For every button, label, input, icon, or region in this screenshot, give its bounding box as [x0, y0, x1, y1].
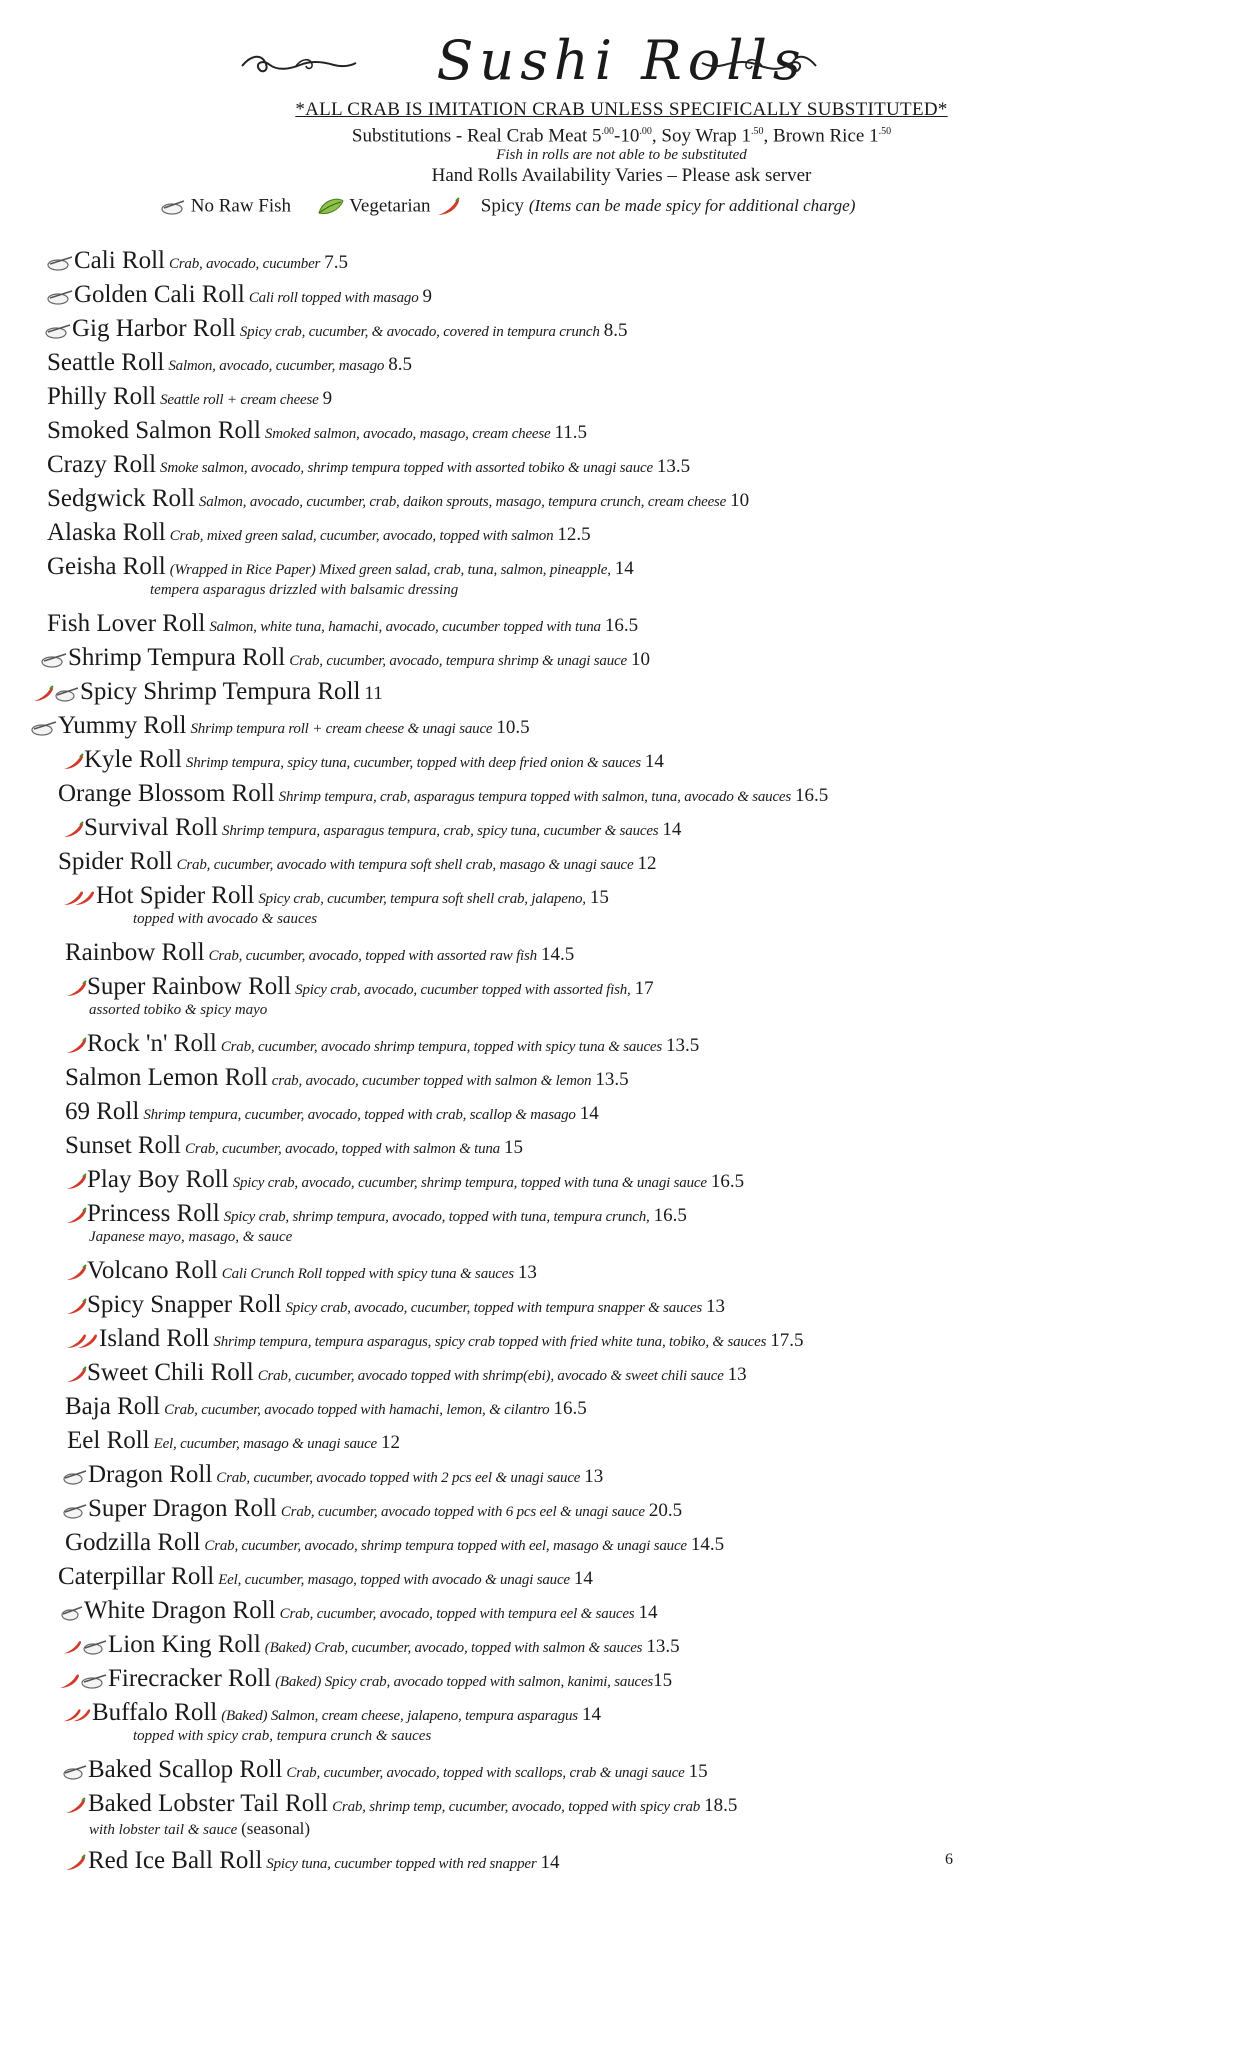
- item-price: 15: [503, 1137, 523, 1158]
- item-description: Shrimp tempura, tempura asparagus, spicy crab topped with fried white tuna, tobiko, & sauces: [213, 1334, 767, 1350]
- menu-item: [0, 1095, 1243, 1129]
- menu-item: [0, 1424, 1243, 1458]
- no-raw-fish-icon: [62, 1501, 88, 1523]
- item-name: Salmon Lemon Roll: [65, 1064, 268, 1091]
- item-name: Lion King Roll: [108, 1631, 261, 1658]
- item-name: Seattle Roll: [47, 349, 165, 376]
- chili-pepper-icon: [435, 196, 461, 218]
- menu-item: [0, 244, 1243, 278]
- item-name: Firecracker Roll: [108, 1665, 272, 1692]
- menu-item: [0, 1197, 1243, 1254]
- item-description: Crab, cucumber, avocado, topped with scallops, crab & unagi sauce: [286, 1765, 685, 1781]
- menu-item: [0, 970, 1243, 1027]
- item-name: Spicy Snapper Roll: [87, 1291, 282, 1318]
- menu-item: [0, 1787, 1243, 1844]
- item-description: Spicy crab, shrimp tempura, avocado, topped with tuna, tempura crunch,: [223, 1209, 650, 1225]
- item-name: Shrimp Tempura Roll: [68, 644, 286, 671]
- item-price: 10: [730, 490, 750, 511]
- menu-header: [0, 28, 1243, 187]
- menu-item: [0, 550, 1243, 607]
- menu-item: [0, 380, 1243, 414]
- no-raw-fish-icon: [44, 321, 72, 343]
- item-name: Red Ice Ball Roll: [88, 1847, 263, 1874]
- chili-pepper-icon: [65, 1297, 87, 1319]
- menu-item: [0, 1027, 1243, 1061]
- menu-item: [0, 1390, 1243, 1424]
- item-description: Crab, shrimp temp, cucumber, avocado, topped with spicy crab: [332, 1799, 701, 1815]
- menu-item: [0, 448, 1243, 482]
- menu-item: [0, 482, 1243, 516]
- item-price: 14: [638, 1602, 658, 1623]
- menu-item: [0, 1322, 1243, 1356]
- item-description: Crab, cucumber, avocado topped with 2 pcs eel & unagi sauce: [216, 1470, 581, 1486]
- item-name: Fish Lover Roll: [47, 610, 206, 637]
- item-description: Eel, cucumber, masago & unagi sauce: [153, 1436, 378, 1452]
- chili-pepper-icon: [32, 684, 54, 706]
- menu-item: [0, 1458, 1243, 1492]
- item-description: Eel, cucumber, masago, topped with avocado & unagi sauce: [218, 1572, 570, 1588]
- item-name: Buffalo Roll: [92, 1699, 218, 1726]
- item-price: 13: [584, 1466, 604, 1487]
- no-raw-fish-icon: [160, 196, 186, 218]
- item-price: 15: [653, 1670, 673, 1691]
- menu-item: [0, 709, 1243, 743]
- item-description: Crab, cucumber, avocado topped with 6 pcs eel & unagi sauce: [280, 1504, 645, 1520]
- legend-spicy-label: Spicy: [480, 195, 525, 217]
- item-price: 8.5: [388, 354, 412, 375]
- item-name: Philly Roll: [47, 383, 157, 410]
- chili-pepper-icon: [65, 1263, 87, 1285]
- menu-items-list: [0, 244, 1243, 1878]
- chili-pepper-icon: [62, 752, 84, 774]
- item-description: Spicy tuna, cucumber topped with red snapper: [266, 1856, 537, 1872]
- menu-item: [0, 1129, 1243, 1163]
- item-price: 9: [322, 388, 333, 409]
- item-price: 13.5: [666, 1035, 700, 1056]
- menu-item: [0, 1844, 1243, 1878]
- item-description: Spicy crab, cucumber, tempura soft shell crab, jalapeno,: [258, 891, 586, 907]
- no-raw-fish-icon: [62, 1762, 88, 1784]
- item-price: 9: [422, 286, 433, 307]
- substitutions-line: Substitutions - Real Crab Meat $5^{.00}-10^{.00}$, Soy Wrap $1^{.50}$, Brown Rice $1^{.50}$: [351, 125, 892, 147]
- item-description: (Wrapped in Rice Paper) Mixed green salad, crab, tuna, salmon, pineapple,: [169, 562, 611, 578]
- item-description: Shrimp tempura, spicy tuna, cucumber, topped with deep fried onion & sauces: [185, 755, 641, 771]
- no-raw-fish-icon: [46, 253, 74, 275]
- item-description: Cali roll topped with masago: [248, 290, 419, 306]
- no-raw-fish-icon: [82, 1637, 108, 1659]
- crab-note: *ALL CRAB IS IMITATION CRAB UNLESS SPECIFICALLY SUBSTITUTED*: [295, 99, 948, 120]
- item-price: 11: [364, 683, 383, 704]
- title-row: [0, 28, 1243, 98]
- item-description: crab, avocado, cucumber topped with salmon & lemon: [271, 1073, 592, 1089]
- item-name: Super Rainbow Roll: [87, 973, 292, 1000]
- menu-item: [0, 1696, 1243, 1753]
- item-description-continued: topped with avocado & sauces: [133, 911, 318, 927]
- item-description: Crab, cucumber, avocado, topped with salmon & tuna: [185, 1141, 500, 1157]
- item-price: 13.5: [595, 1069, 629, 1090]
- item-name: Baja Roll: [65, 1393, 161, 1420]
- item-description: Crab, mixed green salad, cucumber, avocado, topped with salmon: [169, 528, 554, 544]
- item-description: Seattle roll + cream cheese: [160, 392, 319, 408]
- item-price: 20.5: [648, 1500, 683, 1521]
- item-description: Crab, cucumber, avocado, shrimp tempura topped with eel, masago & unagi sauce: [204, 1538, 687, 1554]
- item-name: Gig Harbor Roll: [72, 315, 236, 342]
- legend-no-raw-label: No Raw Fish: [190, 195, 292, 217]
- menu-item: [0, 312, 1243, 346]
- item-name: Smoked Salmon Roll: [47, 417, 261, 444]
- item-price: 14: [579, 1103, 599, 1124]
- item-name: Dragon Roll: [88, 1461, 213, 1488]
- page-title: Sushi Rolls: [436, 29, 807, 92]
- right-swirl-ornament-icon: [700, 50, 820, 78]
- legend-vegetarian-label: Vegetarian: [349, 195, 431, 217]
- menu-item: [0, 607, 1243, 641]
- menu-item: [0, 675, 1243, 709]
- item-description: Salmon, avocado, cucumber, masago: [168, 358, 385, 374]
- item-description: Crab, cucumber, avocado, topped with tempura eel & sauces: [279, 1606, 635, 1622]
- item-description-continued: with lobster tail & sauce (seasonal): [89, 1819, 311, 1838]
- item-description: Spicy crab, avocado, cucumber topped with assorted fish,: [295, 982, 631, 998]
- item-price: 12: [637, 853, 657, 874]
- no-raw-fish-icon: [46, 287, 74, 309]
- item-name: Alaska Roll: [47, 519, 166, 546]
- item-price: 14: [581, 1704, 601, 1725]
- item-description: Crab, cucumber, avocado shrimp tempura, topped with spicy tuna & sauces: [220, 1039, 663, 1055]
- chili-pepper-icon: [65, 1365, 87, 1387]
- item-description: Salmon, avocado, cucumber, crab, daikon sprouts, masago, tempura crunch, cream cheese: [198, 494, 727, 510]
- menu-item: [0, 1662, 1243, 1696]
- menu-item: [0, 1560, 1243, 1594]
- chili-pepper-icon: [65, 1172, 87, 1194]
- item-name: Volcano Roll: [87, 1257, 218, 1284]
- item-description: Crab, cucumber, avocado with tempura soft shell crab, masago & unagi sauce: [176, 857, 634, 873]
- item-name: Rainbow Roll: [65, 939, 205, 966]
- item-description: Spicy crab, avocado, cucumber, topped with tempura snapper & sauces: [285, 1300, 702, 1316]
- menu-item: [0, 1594, 1243, 1628]
- item-price: 13: [727, 1364, 747, 1385]
- item-price: 13: [517, 1262, 537, 1283]
- chili-pepper-icon: [62, 1796, 88, 1818]
- menu-item: [0, 1356, 1243, 1390]
- item-name: Play Boy Roll: [87, 1166, 229, 1193]
- chili-pepper-icon: [65, 979, 87, 1001]
- item-price: 17: [634, 978, 654, 999]
- item-price: 10.5: [496, 717, 530, 738]
- item-price: 12: [381, 1432, 401, 1453]
- item-description-continued: tempera asparagus drizzled with balsamic dressing: [150, 582, 459, 598]
- fish-substitution-note: Fish in rolls are not able to be substituted: [496, 147, 747, 164]
- no-raw-fish-icon: [80, 1671, 108, 1693]
- menu-item: [0, 777, 1243, 811]
- item-description-continued: topped with spicy crab, tempura crunch & sauces: [133, 1728, 432, 1744]
- item-price: 15: [589, 887, 609, 908]
- chili-pepper-icon: [62, 1705, 92, 1727]
- menu-item: [0, 936, 1243, 970]
- item-description: Crab, avocado, cucumber: [168, 256, 321, 272]
- no-raw-fish-icon: [60, 1603, 84, 1625]
- item-name: Yummy Roll: [58, 712, 187, 739]
- item-name: Sunset Roll: [65, 1132, 181, 1159]
- item-description: Shrimp tempura, cucumber, avocado, topped with crab, scallop & masago: [143, 1107, 576, 1123]
- item-price: 16.5: [604, 615, 639, 636]
- vegetarian-leaf-icon: [317, 196, 345, 218]
- item-price: 14.5: [540, 944, 575, 965]
- menu-item: [0, 811, 1243, 845]
- legend: [160, 195, 855, 218]
- item-description: Shrimp tempura, crab, asparagus tempura topped with salmon, tuna, avocado & sauces: [278, 789, 792, 805]
- item-name: Island Roll: [99, 1325, 210, 1352]
- left-swirl-ornament-icon: [238, 50, 358, 78]
- item-description: (Baked) Crab, cucumber, avocado, topped with salmon & sauces: [264, 1640, 643, 1656]
- item-description: Shrimp tempura roll + cream cheese & unagi sauce: [190, 721, 493, 737]
- menu-item: [0, 1288, 1243, 1322]
- menu-item: [0, 1492, 1243, 1526]
- item-description: (Baked) Spicy crab, avocado topped with salmon, kanimi, sauces: [275, 1674, 654, 1690]
- menu-item: [0, 1163, 1243, 1197]
- chili-pepper-icon: [65, 1036, 87, 1058]
- item-price: 18.5: [704, 1795, 738, 1816]
- item-price: 13: [705, 1296, 725, 1317]
- item-price: 16.5: [795, 785, 829, 806]
- item-price: 14: [540, 1852, 560, 1873]
- menu-item: [0, 414, 1243, 448]
- item-description: Smoked salmon, avocado, masago, cream cheese: [264, 426, 551, 442]
- menu-item: [0, 278, 1243, 312]
- menu-item: [0, 516, 1243, 550]
- page-number: 6: [945, 1851, 953, 1868]
- menu-item: [0, 1061, 1243, 1095]
- item-name: Cali Roll: [74, 247, 165, 274]
- menu-item: [0, 1526, 1243, 1560]
- menu-item: [0, 1753, 1243, 1787]
- item-price: 16.5: [653, 1205, 687, 1226]
- item-price: 14: [573, 1568, 593, 1589]
- item-description: (Baked) Salmon, cream cheese, jalapeno, tempura asparagus: [221, 1708, 578, 1724]
- item-name: Geisha Roll: [47, 553, 166, 580]
- no-raw-fish-icon: [54, 684, 80, 706]
- item-name: Eel Roll: [67, 1427, 150, 1454]
- item-name: Spicy Shrimp Tempura Roll: [80, 678, 361, 705]
- chili-pepper-icon: [62, 1853, 88, 1875]
- item-name: White Dragon Roll: [84, 1597, 276, 1624]
- item-price: 17.5: [770, 1330, 804, 1351]
- item-price: 16.5: [710, 1171, 745, 1192]
- chili-pepper-icon: [65, 1206, 87, 1228]
- item-name: Orange Blossom Roll: [58, 780, 275, 807]
- item-name: Princess Roll: [87, 1200, 220, 1227]
- chili-pepper-icon: [62, 1637, 82, 1659]
- chili-pepper-icon: [62, 820, 84, 842]
- item-name: Caterpillar Roll: [58, 1563, 215, 1590]
- item-name: Survival Roll: [84, 814, 219, 841]
- item-name: Crazy Roll: [47, 451, 157, 478]
- item-name: Rock 'n' Roll: [87, 1030, 217, 1057]
- item-price: 8.5: [603, 320, 628, 341]
- no-raw-fish-icon: [62, 1467, 88, 1489]
- item-price: 16.5: [553, 1398, 587, 1419]
- item-name: Super Dragon Roll: [88, 1495, 277, 1522]
- legend-spicy-note: (Items can be made spicy for additional charge): [528, 196, 856, 215]
- item-price: 12.5: [557, 524, 591, 545]
- item-name: Sweet Chili Roll: [87, 1359, 254, 1386]
- item-price: 14: [644, 751, 664, 772]
- item-name: Golden Cali Roll: [74, 281, 245, 308]
- item-description: Crab, cucumber, avocado, tempura shrimp & unagi sauce: [289, 653, 627, 669]
- item-description: Spicy crab, cucumber, & avocado, covered in tempura crunch: [239, 324, 600, 340]
- item-description: Crab, cucumber, avocado, topped with assorted raw fish: [208, 948, 537, 964]
- item-description: Shrimp tempura, asparagus tempura, crab, spicy tuna, cucumber & sauces: [222, 823, 659, 839]
- item-name: Baked Lobster Tail Roll: [88, 1790, 329, 1817]
- menu-item: [0, 1628, 1243, 1662]
- item-price: 7.5: [324, 252, 348, 273]
- item-name: Sedgwick Roll: [47, 485, 195, 512]
- item-description-continued: Japanese mayo, masago, & sauce: [89, 1229, 293, 1245]
- item-price: 15: [688, 1761, 708, 1782]
- item-price: 13.5: [646, 1636, 680, 1657]
- item-price: 10: [630, 649, 650, 670]
- item-description: Cali Crunch Roll topped with spicy tuna & sauces: [221, 1266, 514, 1282]
- item-description: Spicy crab, avocado, cucumber, shrimp tempura, topped with tuna & unagi sauce: [232, 1175, 707, 1191]
- no-raw-fish-icon: [40, 650, 68, 672]
- item-name: Baked Scallop Roll: [88, 1756, 283, 1783]
- item-price: 14.5: [690, 1534, 725, 1555]
- item-price: 11.5: [554, 422, 588, 443]
- item-price: 13.5: [656, 456, 691, 477]
- item-description: Salmon, white tuna, hamachi, avocado, cucumber topped with tuna: [209, 619, 601, 635]
- chili-pepper-icon: [62, 888, 96, 910]
- item-name: Godzilla Roll: [65, 1529, 201, 1556]
- item-description-continued: assorted tobiko & spicy mayo: [89, 1002, 268, 1018]
- item-description: Crab, cucumber, avocado topped with hamachi, lemon, & cilantro: [164, 1402, 550, 1418]
- menu-item: [0, 346, 1243, 380]
- menu-item: [0, 743, 1243, 777]
- menu-item: [0, 879, 1243, 936]
- item-name: Kyle Roll: [84, 746, 182, 773]
- menu-item: [0, 1254, 1243, 1288]
- chili-pepper-icon: [58, 1671, 80, 1693]
- hand-rolls-note: Hand Rolls Availability Varies – Please ask server: [431, 165, 812, 187]
- chili-pepper-icon: [65, 1331, 99, 1353]
- item-price: 14: [662, 819, 682, 840]
- no-raw-fish-icon: [30, 718, 58, 740]
- item-price: 14: [614, 558, 634, 579]
- menu-item: [0, 641, 1243, 675]
- item-description: Crab, cucumber, avocado topped with shrimp(ebi), avocado & sweet chili sauce: [257, 1368, 724, 1384]
- menu-item: [0, 845, 1243, 879]
- item-name: 69 Roll: [65, 1098, 140, 1125]
- item-name: Spider Roll: [58, 848, 173, 875]
- item-description: Smoke salmon, avocado, shrimp tempura topped with assorted tobiko & unagi sauce: [160, 460, 653, 476]
- item-name: Hot Spider Roll: [96, 882, 255, 909]
